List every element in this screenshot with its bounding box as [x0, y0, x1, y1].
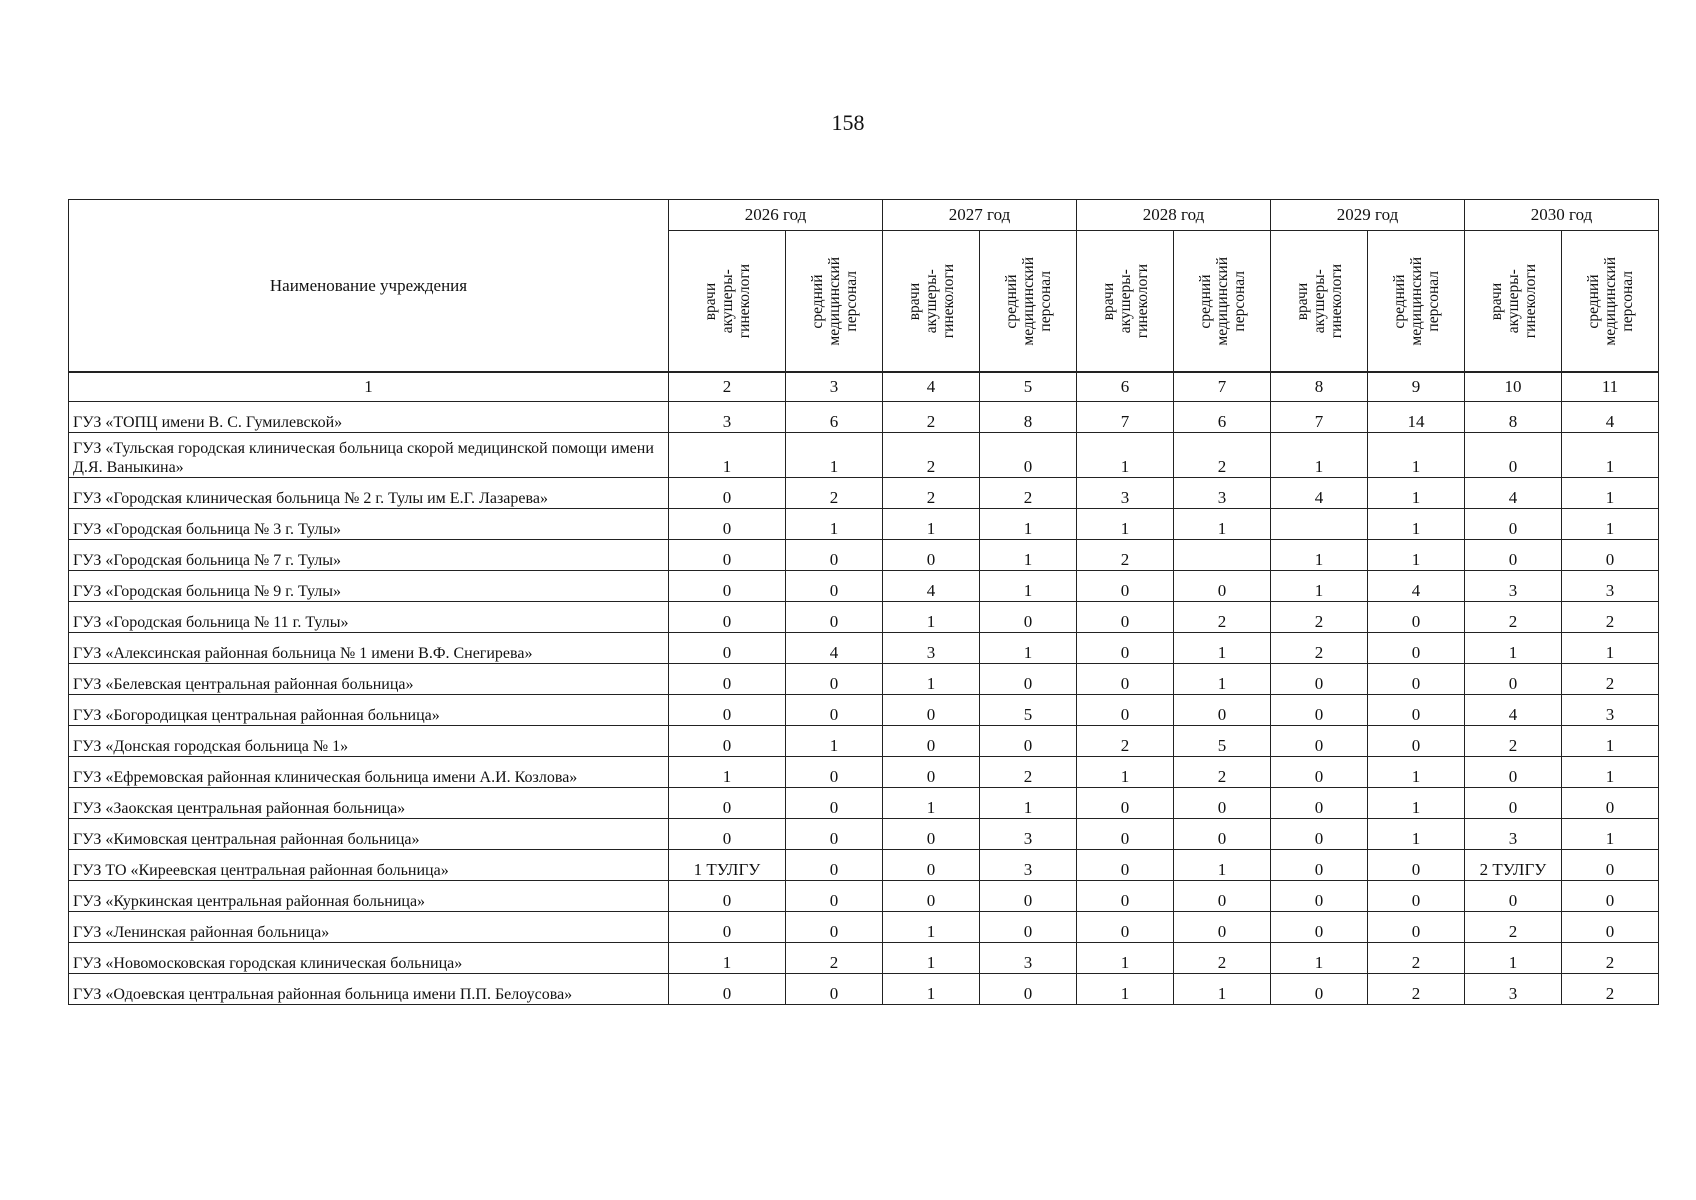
value-cell: 2 [1174, 943, 1271, 974]
value-cell: 0 [980, 433, 1077, 478]
value-cell: 0 [1174, 571, 1271, 602]
value-cell: 1 [1465, 943, 1562, 974]
value-cell: 1 [1174, 850, 1271, 881]
value-cell: 0 [786, 664, 883, 695]
value-cell: 0 [1562, 540, 1659, 571]
value-cell: 2 [1174, 602, 1271, 633]
table-row [69, 819, 1659, 850]
value-cell: 0 [1465, 664, 1562, 695]
value-cell: 0 [1174, 695, 1271, 726]
value-cell: 1 [1562, 433, 1659, 478]
institution-name: ГУЗ «Городская больница № 7 г. Тулы» [69, 540, 669, 571]
value-cell: 2 [786, 478, 883, 509]
value-cell: 0 [786, 788, 883, 819]
value-cell: 0 [669, 788, 786, 819]
value-cell: 1 [883, 912, 980, 943]
value-cell: 2 [1077, 540, 1174, 571]
value-cell: 0 [1465, 757, 1562, 788]
value-cell: 3 [980, 943, 1077, 974]
table-row [69, 478, 1659, 509]
institution-name: ГУЗ «Городская больница № 11 г. Тулы» [69, 602, 669, 633]
institution-name: ГУЗ «Белевская центральная районная больница» [69, 664, 669, 695]
table-row [69, 974, 1659, 1005]
value-cell: 0 [883, 540, 980, 571]
column-number: 11 [1562, 373, 1659, 402]
value-cell: 0 [883, 850, 980, 881]
value-cell: 0 [786, 540, 883, 571]
sub-header-wrap [1566, 231, 1654, 371]
table-row [69, 433, 1659, 478]
value-cell: 0 [980, 881, 1077, 912]
value-cell: 2 [1271, 633, 1368, 664]
value-cell: 1 [883, 664, 980, 695]
value-cell: 0 [1562, 912, 1659, 943]
table-body [69, 372, 1659, 1005]
sub-header-wrap [790, 231, 878, 371]
value-cell: 0 [786, 881, 883, 912]
column-number: 2 [669, 373, 786, 402]
column-number: 5 [980, 373, 1077, 402]
value-cell: 1 [1562, 819, 1659, 850]
value-cell: 0 [883, 695, 980, 726]
value-cell: 0 [883, 726, 980, 757]
page-number: 158 [831, 110, 865, 135]
value-cell: 0 [669, 633, 786, 664]
institution-name: ГУЗ «Кимовская центральная районная больница» [69, 819, 669, 850]
value-cell: 7 [1271, 402, 1368, 433]
value-cell: 0 [1465, 433, 1562, 478]
value-cell: 3 [1077, 478, 1174, 509]
value-cell: 0 [1271, 664, 1368, 695]
value-cell: 0 [786, 602, 883, 633]
institution-name: ГУЗ «Городская больница № 3 г. Тулы» [69, 509, 669, 540]
column-number: 4 [883, 373, 980, 402]
value-cell: 2 [1465, 726, 1562, 757]
value-cell: 5 [1174, 726, 1271, 757]
value-cell: 2 ТУЛГУ [1465, 850, 1562, 881]
value-cell: 1 [1368, 433, 1465, 478]
column-number-row [69, 373, 1659, 402]
value-cell: 8 [980, 402, 1077, 433]
value-cell: 0 [786, 695, 883, 726]
value-cell: 0 [883, 757, 980, 788]
value-cell: 1 [1368, 757, 1465, 788]
value-cell: 2 [1174, 433, 1271, 478]
value-cell: 1 [980, 633, 1077, 664]
value-cell: 2 [786, 943, 883, 974]
value-cell: 7 [1077, 402, 1174, 433]
value-cell: 0 [1077, 571, 1174, 602]
value-cell: 4 [786, 633, 883, 664]
value-cell: 4 [1562, 402, 1659, 433]
value-cell: 0 [786, 974, 883, 1005]
value-cell: 1 [1271, 540, 1368, 571]
value-cell: 1 [980, 540, 1077, 571]
value-cell: 0 [1368, 912, 1465, 943]
sub-header-nurses [1562, 231, 1659, 372]
value-cell: 6 [1174, 402, 1271, 433]
year-header: 2026 год [669, 200, 883, 231]
sub-header-label: врачи акушеры- гинекологи [701, 263, 753, 339]
sub-header-label: средний медицинский персонал [1196, 256, 1248, 346]
value-cell: 0 [1368, 726, 1465, 757]
table-row [69, 509, 1659, 540]
value-cell: 0 [669, 695, 786, 726]
table-row [69, 850, 1659, 881]
name-column-header: Наименование учреждения [69, 200, 669, 372]
table-row [69, 912, 1659, 943]
value-cell: 0 [1077, 788, 1174, 819]
sub-header-doctors [669, 231, 786, 372]
value-cell: 1 [669, 433, 786, 478]
column-number: 3 [786, 373, 883, 402]
value-cell: 0 [1465, 788, 1562, 819]
value-cell: 0 [1562, 788, 1659, 819]
value-cell: 3 [1465, 571, 1562, 602]
sub-header-label: средний медицинский персонал [1584, 256, 1636, 346]
value-cell: 1 [1174, 974, 1271, 1005]
value-cell: 0 [1562, 850, 1659, 881]
value-cell: 0 [786, 757, 883, 788]
column-number: 8 [1271, 373, 1368, 402]
value-cell: 3 [1174, 478, 1271, 509]
table-row [69, 726, 1659, 757]
value-cell: 0 [1077, 633, 1174, 664]
value-cell: 1 [1562, 633, 1659, 664]
table-row [69, 695, 1659, 726]
institution-name: ГУЗ «Одоевская центральная районная больница имени П.П. Белоусова» [69, 974, 669, 1005]
value-cell: 0 [669, 509, 786, 540]
sub-header-nurses [1368, 231, 1465, 372]
value-cell: 3 [1465, 819, 1562, 850]
value-cell: 1 [883, 974, 980, 1005]
value-cell: 2 [1562, 602, 1659, 633]
value-cell: 0 [669, 726, 786, 757]
value-cell: 0 [1077, 664, 1174, 695]
value-cell: 1 [1271, 943, 1368, 974]
value-cell: 6 [786, 402, 883, 433]
value-cell: 0 [980, 726, 1077, 757]
value-cell: 1 [1562, 509, 1659, 540]
value-cell: 2 [1271, 602, 1368, 633]
year-header: 2027 год [883, 200, 1077, 231]
institution-name: ГУЗ «Городская клиническая больница № 2 г. Тулы им Е.Г. Лазарева» [69, 478, 669, 509]
value-cell: 3 [1562, 695, 1659, 726]
value-cell: 2 [980, 478, 1077, 509]
table-row [69, 571, 1659, 602]
value-cell: 0 [1174, 912, 1271, 943]
value-cell: 1 [883, 509, 980, 540]
value-cell: 1 [1174, 664, 1271, 695]
value-cell: 0 [669, 540, 786, 571]
value-cell: 1 [1174, 633, 1271, 664]
value-cell: 0 [1174, 819, 1271, 850]
sub-header-wrap [1469, 231, 1557, 371]
table-row [69, 540, 1659, 571]
value-cell: 0 [1368, 602, 1465, 633]
value-cell: 2 [1562, 664, 1659, 695]
value-cell: 0 [1174, 881, 1271, 912]
value-cell: 3 [669, 402, 786, 433]
sub-header-label: врачи акушеры- гинекологи [905, 263, 957, 339]
value-cell: 3 [1562, 571, 1659, 602]
value-cell: 1 [786, 509, 883, 540]
sub-header-label: средний медицинский персонал [1002, 256, 1054, 346]
value-cell: 0 [1271, 695, 1368, 726]
value-cell: 0 [669, 819, 786, 850]
value-cell: 3 [980, 850, 1077, 881]
value-cell: 1 [980, 788, 1077, 819]
value-cell: 4 [1271, 478, 1368, 509]
value-cell: 2 [1562, 943, 1659, 974]
value-cell: 0 [1174, 788, 1271, 819]
value-cell: 2 [1368, 943, 1465, 974]
value-cell: 0 [1077, 819, 1174, 850]
value-cell: 0 [980, 602, 1077, 633]
value-cell: 1 [1465, 633, 1562, 664]
value-cell: 1 [786, 726, 883, 757]
value-cell: 0 [883, 881, 980, 912]
value-cell: 1 [1562, 757, 1659, 788]
value-cell: 0 [1465, 509, 1562, 540]
value-cell: 0 [980, 664, 1077, 695]
institution-name: ГУЗ «Новомосковская городская клиническая больница» [69, 943, 669, 974]
value-cell: 0 [669, 478, 786, 509]
value-cell: 2 [1174, 757, 1271, 788]
value-cell: 5 [980, 695, 1077, 726]
value-cell: 0 [980, 912, 1077, 943]
value-cell: 0 [1271, 819, 1368, 850]
value-cell: 2 [980, 757, 1077, 788]
value-cell: 0 [1271, 912, 1368, 943]
value-cell: 0 [1368, 695, 1465, 726]
sub-header-wrap [1081, 231, 1169, 371]
value-cell: 0 [786, 912, 883, 943]
value-cell: 1 ТУЛГУ [669, 850, 786, 881]
value-cell: 0 [786, 819, 883, 850]
year-header: 2030 год [1465, 200, 1659, 231]
sub-header-label: врачи акушеры- гинекологи [1099, 263, 1151, 339]
value-cell: 1 [669, 943, 786, 974]
value-cell: 2 [1368, 974, 1465, 1005]
sub-header-label: средний медицинский персонал [1390, 256, 1442, 346]
value-cell: 0 [786, 571, 883, 602]
sub-header-doctors [1271, 231, 1368, 372]
value-cell: 0 [1368, 881, 1465, 912]
value-cell [1174, 540, 1271, 571]
value-cell: 0 [1077, 850, 1174, 881]
value-cell: 1 [1562, 478, 1659, 509]
value-cell: 2 [883, 433, 980, 478]
value-cell: 1 [1077, 943, 1174, 974]
sub-header-doctors [1465, 231, 1562, 372]
value-cell: 0 [1562, 881, 1659, 912]
institution-name: ГУЗ «Тульская городская клиническая больница скорой медицинской помощи имени Д.Я. Ваныкина» [69, 433, 669, 478]
column-number: 1 [69, 373, 669, 402]
institution-name: ГУЗ «ТОПЦ имени В. С. Гумилевской» [69, 402, 669, 433]
value-cell: 2 [1465, 912, 1562, 943]
year-header: 2029 год [1271, 200, 1465, 231]
sub-header-doctors [1077, 231, 1174, 372]
value-cell: 1 [1368, 788, 1465, 819]
value-cell: 3 [980, 819, 1077, 850]
sub-header-label: врачи акушеры- гинекологи [1487, 263, 1539, 339]
column-number: 7 [1174, 373, 1271, 402]
value-cell: 0 [786, 850, 883, 881]
value-cell: 1 [1368, 819, 1465, 850]
sub-header-doctors [883, 231, 980, 372]
sub-header-wrap [887, 231, 975, 371]
value-cell: 3 [883, 633, 980, 664]
value-cell: 2 [883, 478, 980, 509]
value-cell: 2 [1562, 974, 1659, 1005]
value-cell: 1 [1077, 433, 1174, 478]
value-cell: 0 [1077, 602, 1174, 633]
table-row [69, 943, 1659, 974]
value-cell: 14 [1368, 402, 1465, 433]
value-cell: 0 [669, 571, 786, 602]
value-cell: 1 [883, 788, 980, 819]
value-cell: 1 [1077, 757, 1174, 788]
sub-header-nurses [1174, 231, 1271, 372]
value-cell: 0 [1077, 695, 1174, 726]
value-cell: 0 [1077, 912, 1174, 943]
value-cell: 1 [669, 757, 786, 788]
value-cell: 1 [980, 509, 1077, 540]
value-cell: 1 [1368, 509, 1465, 540]
value-cell: 0 [1465, 540, 1562, 571]
value-cell: 1 [1077, 974, 1174, 1005]
value-cell: 1 [1368, 540, 1465, 571]
value-cell: 1 [1077, 509, 1174, 540]
table-row [69, 633, 1659, 664]
value-cell: 0 [1271, 850, 1368, 881]
value-cell: 0 [669, 974, 786, 1005]
value-cell: 8 [1465, 402, 1562, 433]
value-cell: 1 [883, 602, 980, 633]
staffing-table [68, 199, 1659, 1005]
value-cell: 0 [1271, 757, 1368, 788]
year-header: 2028 год [1077, 200, 1271, 231]
value-cell: 1 [1271, 433, 1368, 478]
table-row [69, 881, 1659, 912]
value-cell: 0 [1368, 664, 1465, 695]
value-cell: 1 [1174, 509, 1271, 540]
sub-header-label: средний медицинский персонал [808, 256, 860, 346]
value-cell: 2 [1465, 602, 1562, 633]
value-cell: 0 [1271, 726, 1368, 757]
sub-header-wrap [1275, 231, 1363, 371]
value-cell: 0 [1368, 633, 1465, 664]
value-cell: 0 [669, 912, 786, 943]
value-cell: 1 [1368, 478, 1465, 509]
value-cell: 0 [980, 974, 1077, 1005]
table-row [69, 402, 1659, 433]
sub-header-wrap [673, 231, 781, 371]
institution-name: ГУЗ «Куркинская центральная районная больница» [69, 881, 669, 912]
value-cell: 0 [1077, 881, 1174, 912]
value-cell: 4 [1465, 478, 1562, 509]
value-cell: 1 [786, 433, 883, 478]
institution-name: ГУЗ «Заокская центральная районная больница» [69, 788, 669, 819]
table-row [69, 664, 1659, 695]
institution-name: ГУЗ «Ленинская районная больница» [69, 912, 669, 943]
table-row [69, 602, 1659, 633]
value-cell: 1 [1562, 726, 1659, 757]
institution-name: ГУЗ «Ефремовская районная клиническая больница имени А.И. Козлова» [69, 757, 669, 788]
table-row [69, 788, 1659, 819]
institution-name: ГУЗ «Алексинская районная больница № 1 имени В.Ф. Снегирева» [69, 633, 669, 664]
institution-name: ГУЗ «Богородицкая центральная районная больница» [69, 695, 669, 726]
institution-name: ГУЗ «Городская больница № 9 г. Тулы» [69, 571, 669, 602]
sub-header-label: врачи акушеры- гинекологи [1293, 263, 1345, 339]
sub-header-wrap [984, 231, 1072, 371]
value-cell: 0 [669, 602, 786, 633]
value-cell: 0 [669, 664, 786, 695]
sub-header-wrap [1178, 231, 1266, 371]
institution-name: ГУЗ ТО «Киреевская центральная районная больница» [69, 850, 669, 881]
value-cell: 3 [1465, 974, 1562, 1005]
column-number: 6 [1077, 373, 1174, 402]
value-cell: 0 [1271, 788, 1368, 819]
value-cell: 1 [883, 943, 980, 974]
value-cell: 4 [1368, 571, 1465, 602]
value-cell: 0 [1368, 850, 1465, 881]
institution-name: ГУЗ «Донская городская больница № 1» [69, 726, 669, 757]
value-cell: 0 [1271, 881, 1368, 912]
value-cell: 2 [883, 402, 980, 433]
sub-header-nurses [980, 231, 1077, 372]
value-cell: 2 [1077, 726, 1174, 757]
sub-header-wrap [1372, 231, 1460, 371]
value-cell: 1 [1271, 571, 1368, 602]
column-number: 9 [1368, 373, 1465, 402]
value-cell: 0 [669, 881, 786, 912]
value-cell: 0 [883, 819, 980, 850]
value-cell: 0 [1465, 881, 1562, 912]
sub-header-nurses [786, 231, 883, 372]
value-cell [1271, 509, 1368, 540]
value-cell: 1 [980, 571, 1077, 602]
column-number: 10 [1465, 373, 1562, 402]
value-cell: 4 [1465, 695, 1562, 726]
value-cell: 0 [1271, 974, 1368, 1005]
value-cell: 4 [883, 571, 980, 602]
year-header-row [69, 200, 1659, 231]
table-row [69, 757, 1659, 788]
